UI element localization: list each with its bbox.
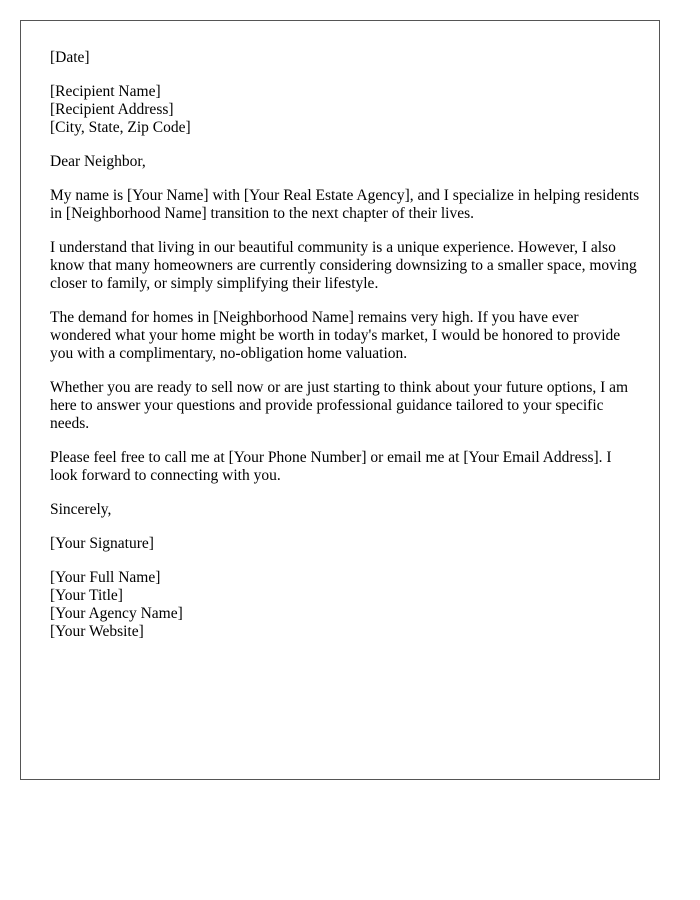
date-block (50, 49, 640, 67)
closing-block (50, 501, 640, 519)
recipient-block (50, 83, 640, 137)
sender-website: [Your Website] (50, 623, 144, 640)
closing: Sincerely, (50, 501, 112, 518)
letter-date: [Date] (50, 49, 90, 66)
recipient-address: [Recipient Address] (50, 101, 174, 118)
signature: [Your Signature] (50, 535, 154, 552)
salutation-block (50, 153, 640, 171)
paragraph-introduction: My name is [Your Name] with [Your Real Estate Agency], and I specialize in helping residents in [Neighborhood Name] transition to the next chapter of their lives. (50, 187, 640, 222)
recipient-name: [Recipient Name] (50, 83, 161, 100)
recipient-city-state-zip: [City, State, Zip Code] (50, 119, 191, 136)
signature-block (50, 535, 640, 553)
sender-full-name: [Your Full Name] (50, 569, 161, 586)
paragraph-options: Whether you are ready to sell now or are just starting to think about your future options, I am here to answer your questions and provide professional guidance tailored to your specific needs. (50, 379, 629, 432)
sender-agency: [Your Agency Name] (50, 605, 183, 622)
paragraph-community: I understand that living in our beautiful community is a unique experience. However, I also know that many homeowners are currently considering downsizing to a smaller space, moving closer to family, or simply simplifying their lifestyle. (50, 239, 637, 292)
letter-body (50, 49, 640, 657)
paragraph-contact: Please feel free to call me at [Your Phone Number] or email me at [Your Email Address]. I look forward to connecting with you. (50, 449, 612, 484)
sender-title: [Your Title] (50, 587, 123, 604)
letter-page (20, 20, 660, 780)
sender-block (50, 569, 640, 641)
paragraph-demand: The demand for homes in [Neighborhood Name] remains very high. If you have ever wondered what your home might be worth in today's market, I would be honored to provide you with a complimentary, no-obligation home valuation. (50, 309, 621, 362)
salutation: Dear Neighbor, (50, 153, 146, 170)
